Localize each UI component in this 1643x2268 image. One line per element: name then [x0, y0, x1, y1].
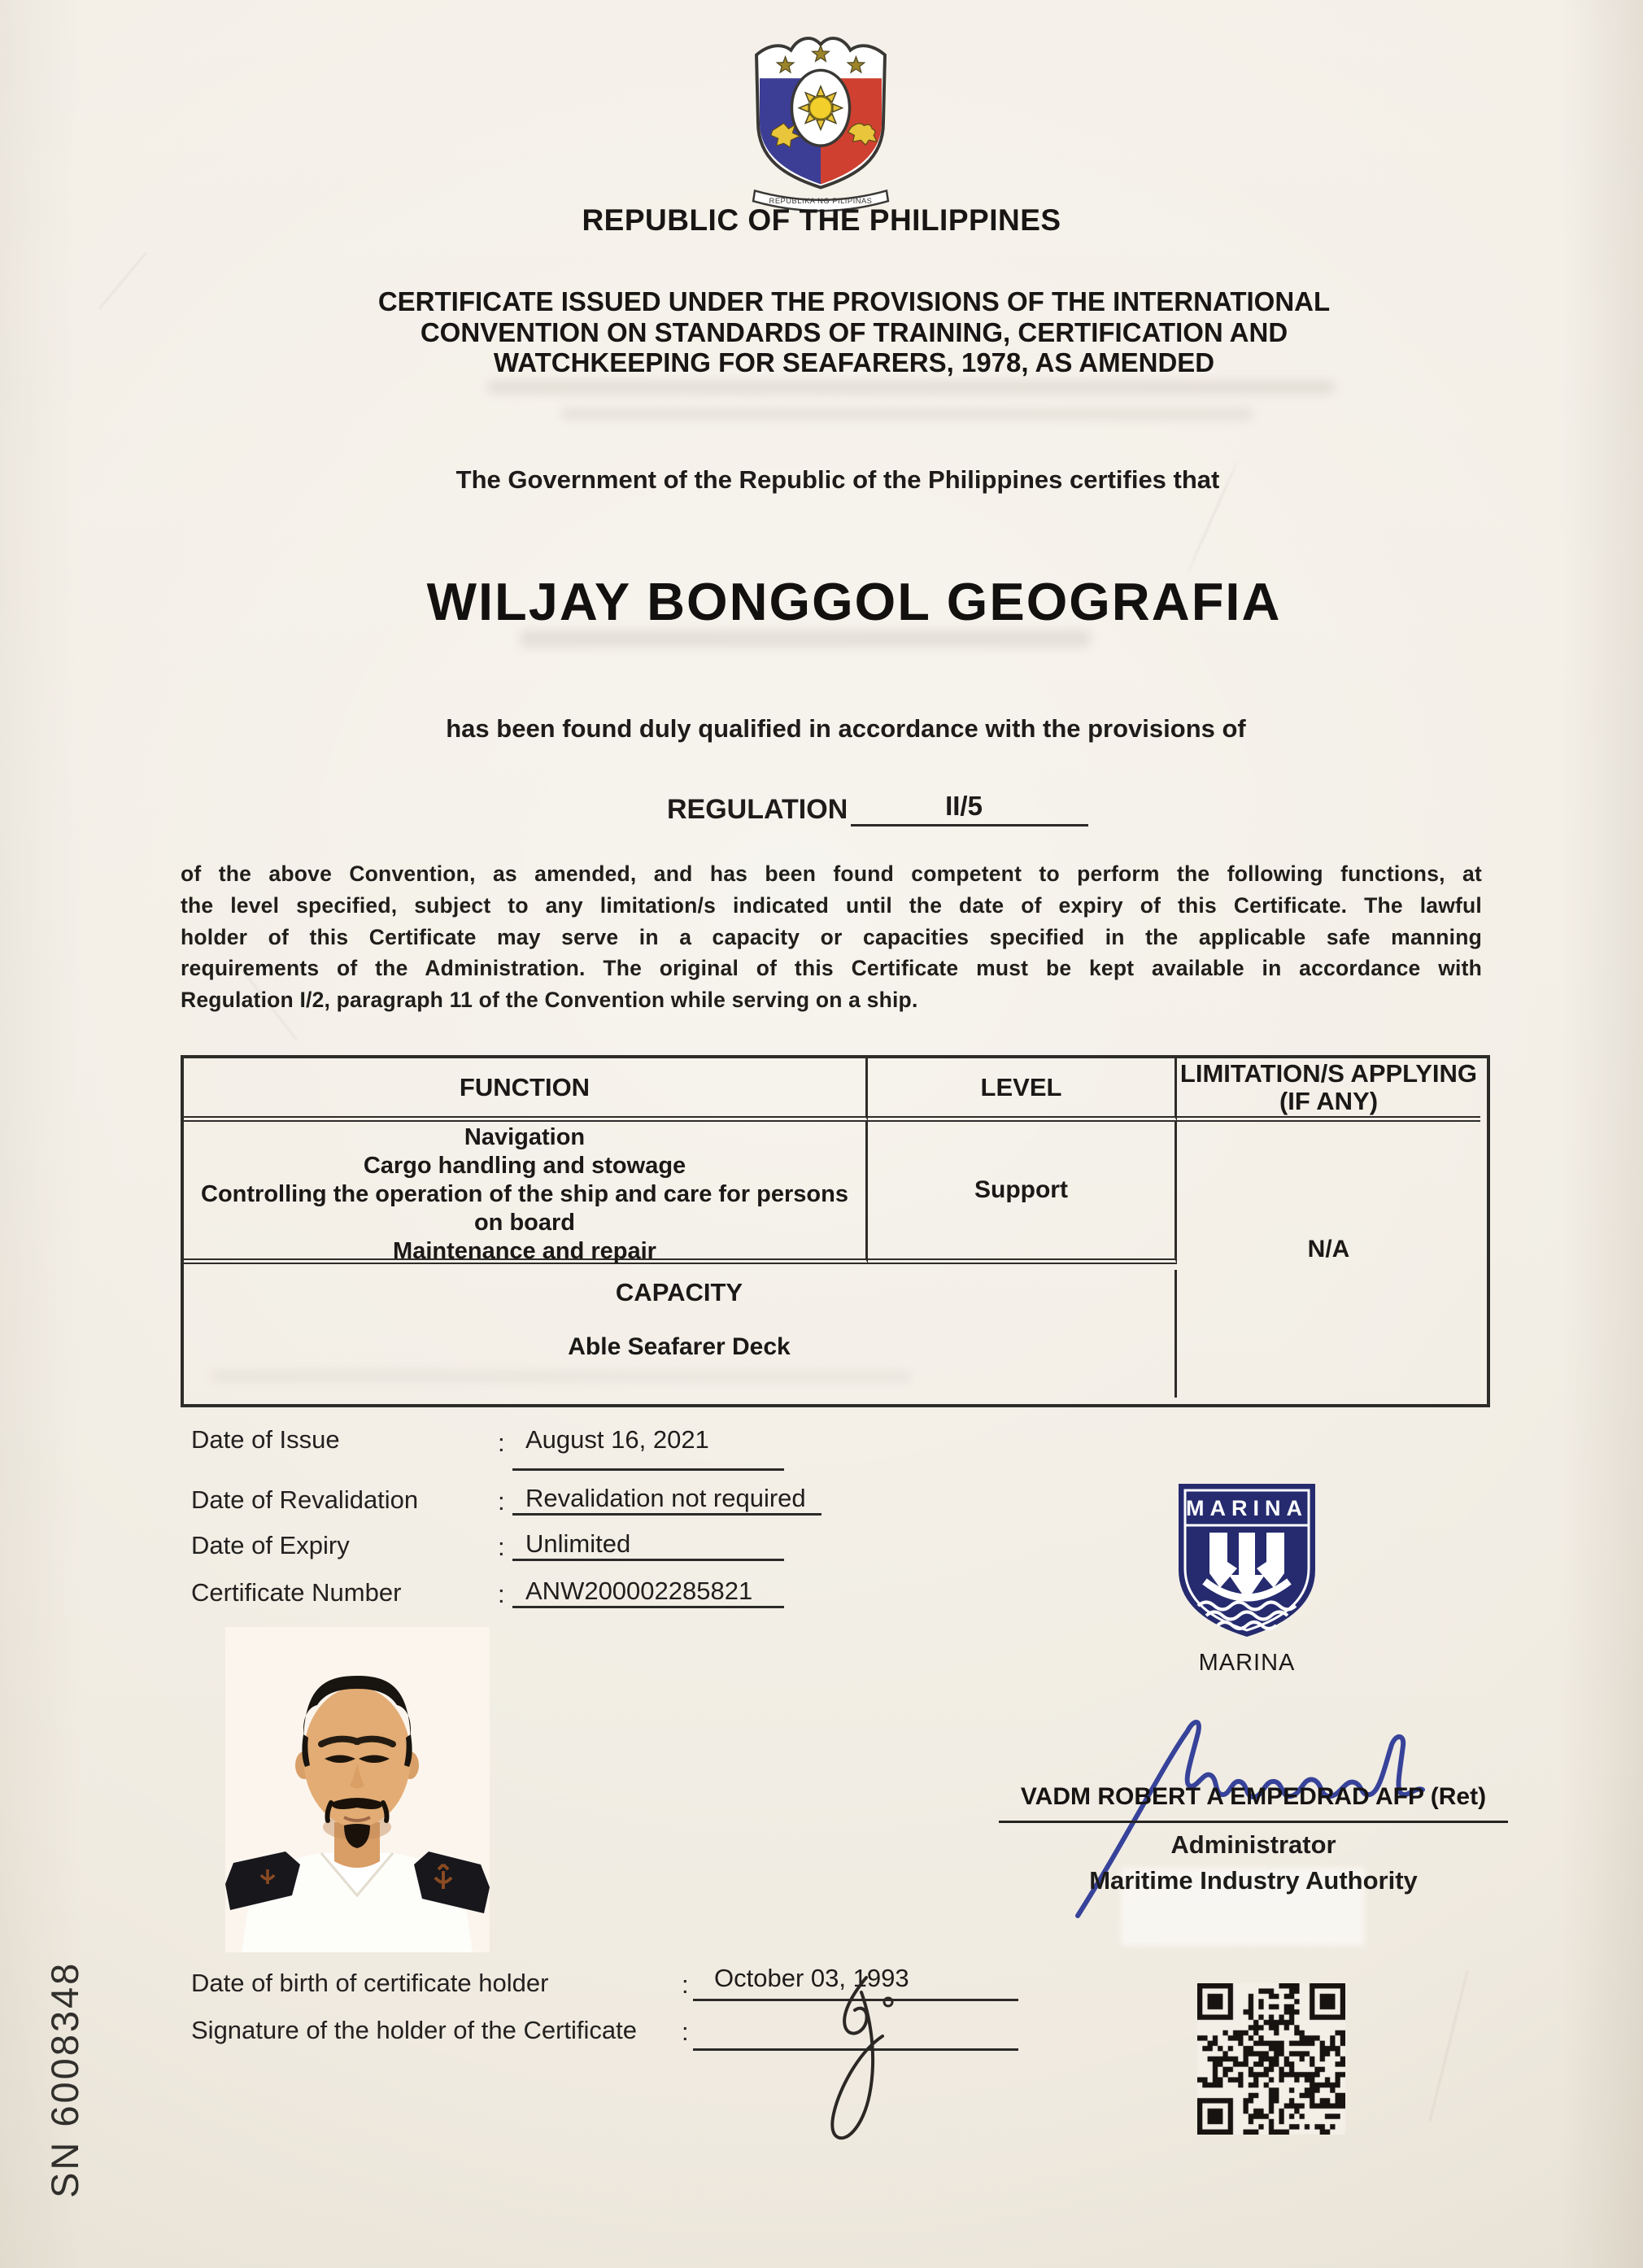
- paragraph-line: Regulation I/2, paragraph 11 of the Convention while serving on a ship.: [181, 988, 918, 1013]
- certificate-number-label: Certificate Number: [191, 1578, 402, 1607]
- holder-photo: [225, 1627, 490, 1952]
- signatory-name: VADM ROBERT A EMPEDRAD AFP (Ret): [999, 1783, 1508, 1823]
- table-cell-limitations: [1177, 1122, 1480, 1398]
- qr-code: [1197, 1983, 1345, 2135]
- bleed-artifact: [561, 408, 1253, 420]
- signatory-title: Administrator: [1170, 1830, 1336, 1859]
- colon: :: [498, 1533, 505, 1561]
- paragraph-line: of the above Convention, as amended, and has been found competent to perform the following functions, at: [181, 861, 1482, 886]
- body-paragraph: [181, 858, 1482, 1016]
- capacity-value: Able Seafarer Deck: [568, 1333, 791, 1360]
- colon: :: [682, 1970, 689, 1999]
- philippines-coat-of-arms-icon: [732, 28, 909, 216]
- certificate-number-value: ANW200002285821: [512, 1577, 784, 1608]
- seal-scroll-caption: REPUBLIKA NG PILIPINAS: [769, 197, 873, 206]
- marina-caption: MARINA: [1198, 1650, 1296, 1676]
- certificate-title: [57, 286, 1643, 378]
- signatory-organization: Maritime Industry Authority: [1089, 1866, 1418, 1895]
- paragraph-line: holder of this Certificate may serve in a capacity or capacities specified in the applicable safe manning: [181, 924, 1482, 949]
- function-item: Controlling the operation of the ship and care for persons on board: [201, 1181, 848, 1236]
- regulation-label: REGULATION: [667, 794, 848, 825]
- colon: :: [682, 2017, 689, 2046]
- holder-signature: [793, 1973, 931, 2148]
- holder-signature-label: Signature of the holder of the Certificate: [191, 2016, 637, 2044]
- function-item: Maintenance and repair: [393, 1238, 656, 1264]
- table-header-level: LEVEL: [868, 1058, 1177, 1122]
- holder-name: WILJAY BONGGOL GEOGRAFIA: [426, 572, 1282, 631]
- table-header-limitations: LIMITATION/S APPLYING (IF ANY): [1177, 1058, 1480, 1122]
- marina-logo-icon: [1174, 1479, 1320, 1642]
- dob-value: October 03, 1993: [693, 1962, 1018, 2001]
- qualified-statement: has been found duly qualified in accordance with the provisions of: [446, 714, 1246, 743]
- date-of-expiry-value: Unlimited: [512, 1529, 784, 1561]
- date-of-expiry-label: Date of Expiry: [191, 1531, 350, 1559]
- bleed-artifact: [521, 630, 1090, 647]
- dob-label: Date of birth of certificate holder: [191, 1969, 549, 1997]
- country-title: REPUBLIC OF THE PHILIPPINES: [582, 203, 1061, 237]
- crease-mark: [1429, 1971, 1468, 2122]
- function-item: Navigation: [464, 1124, 586, 1150]
- table-cell-functions: [184, 1122, 868, 1264]
- limitation-value: N/A: [1307, 1236, 1350, 1263]
- regulation-value: II/5: [945, 791, 983, 821]
- date-of-issue-value: August 16, 2021: [512, 1424, 784, 1471]
- certificate-title-line: CONVENTION ON STANDARDS OF TRAINING, CERTIFICATION AND: [420, 316, 1288, 347]
- colon: :: [498, 1428, 505, 1457]
- bleed-artifact: [488, 381, 1334, 394]
- date-of-issue-label: Date of Issue: [191, 1425, 340, 1454]
- date-of-revalidation-label: Date of Revalidation: [191, 1485, 419, 1514]
- date-of-revalidation-value: Revalidation not required: [512, 1484, 822, 1516]
- paragraph-line: the level specified, subject to any limitation/s indicated until the date of expiry of this Certificate. The lawful: [181, 892, 1482, 918]
- table-cell-capacity: [184, 1270, 1177, 1398]
- certificate-title-line: WATCHKEEPING FOR SEAFARERS, 1978, AS AMENDED: [493, 347, 1215, 377]
- colon: :: [498, 1580, 505, 1608]
- functions-table: [181, 1055, 1490, 1407]
- paragraph-line: requirements of the Administration. The original of this Certificate must be kept available in accordance with: [181, 956, 1482, 981]
- table-header-function: FUNCTION: [184, 1058, 868, 1122]
- capacity-label: CAPACITY: [615, 1278, 743, 1306]
- certifies-statement: The Government of the Republic of the Philippines certifies that: [455, 465, 1220, 494]
- table-cell-level: Support: [868, 1122, 1177, 1264]
- function-item: Cargo handling and stowage: [363, 1153, 686, 1179]
- marina-logo-text: MARINA: [1186, 1496, 1308, 1520]
- regulation-underline: [851, 824, 1088, 827]
- certificate-title-line: CERTIFICATE ISSUED UNDER THE PROVISIONS OF THE INTERNATIONAL: [377, 286, 1331, 316]
- serial-number: SN 6008348: [43, 1961, 86, 2198]
- colon: :: [498, 1487, 505, 1516]
